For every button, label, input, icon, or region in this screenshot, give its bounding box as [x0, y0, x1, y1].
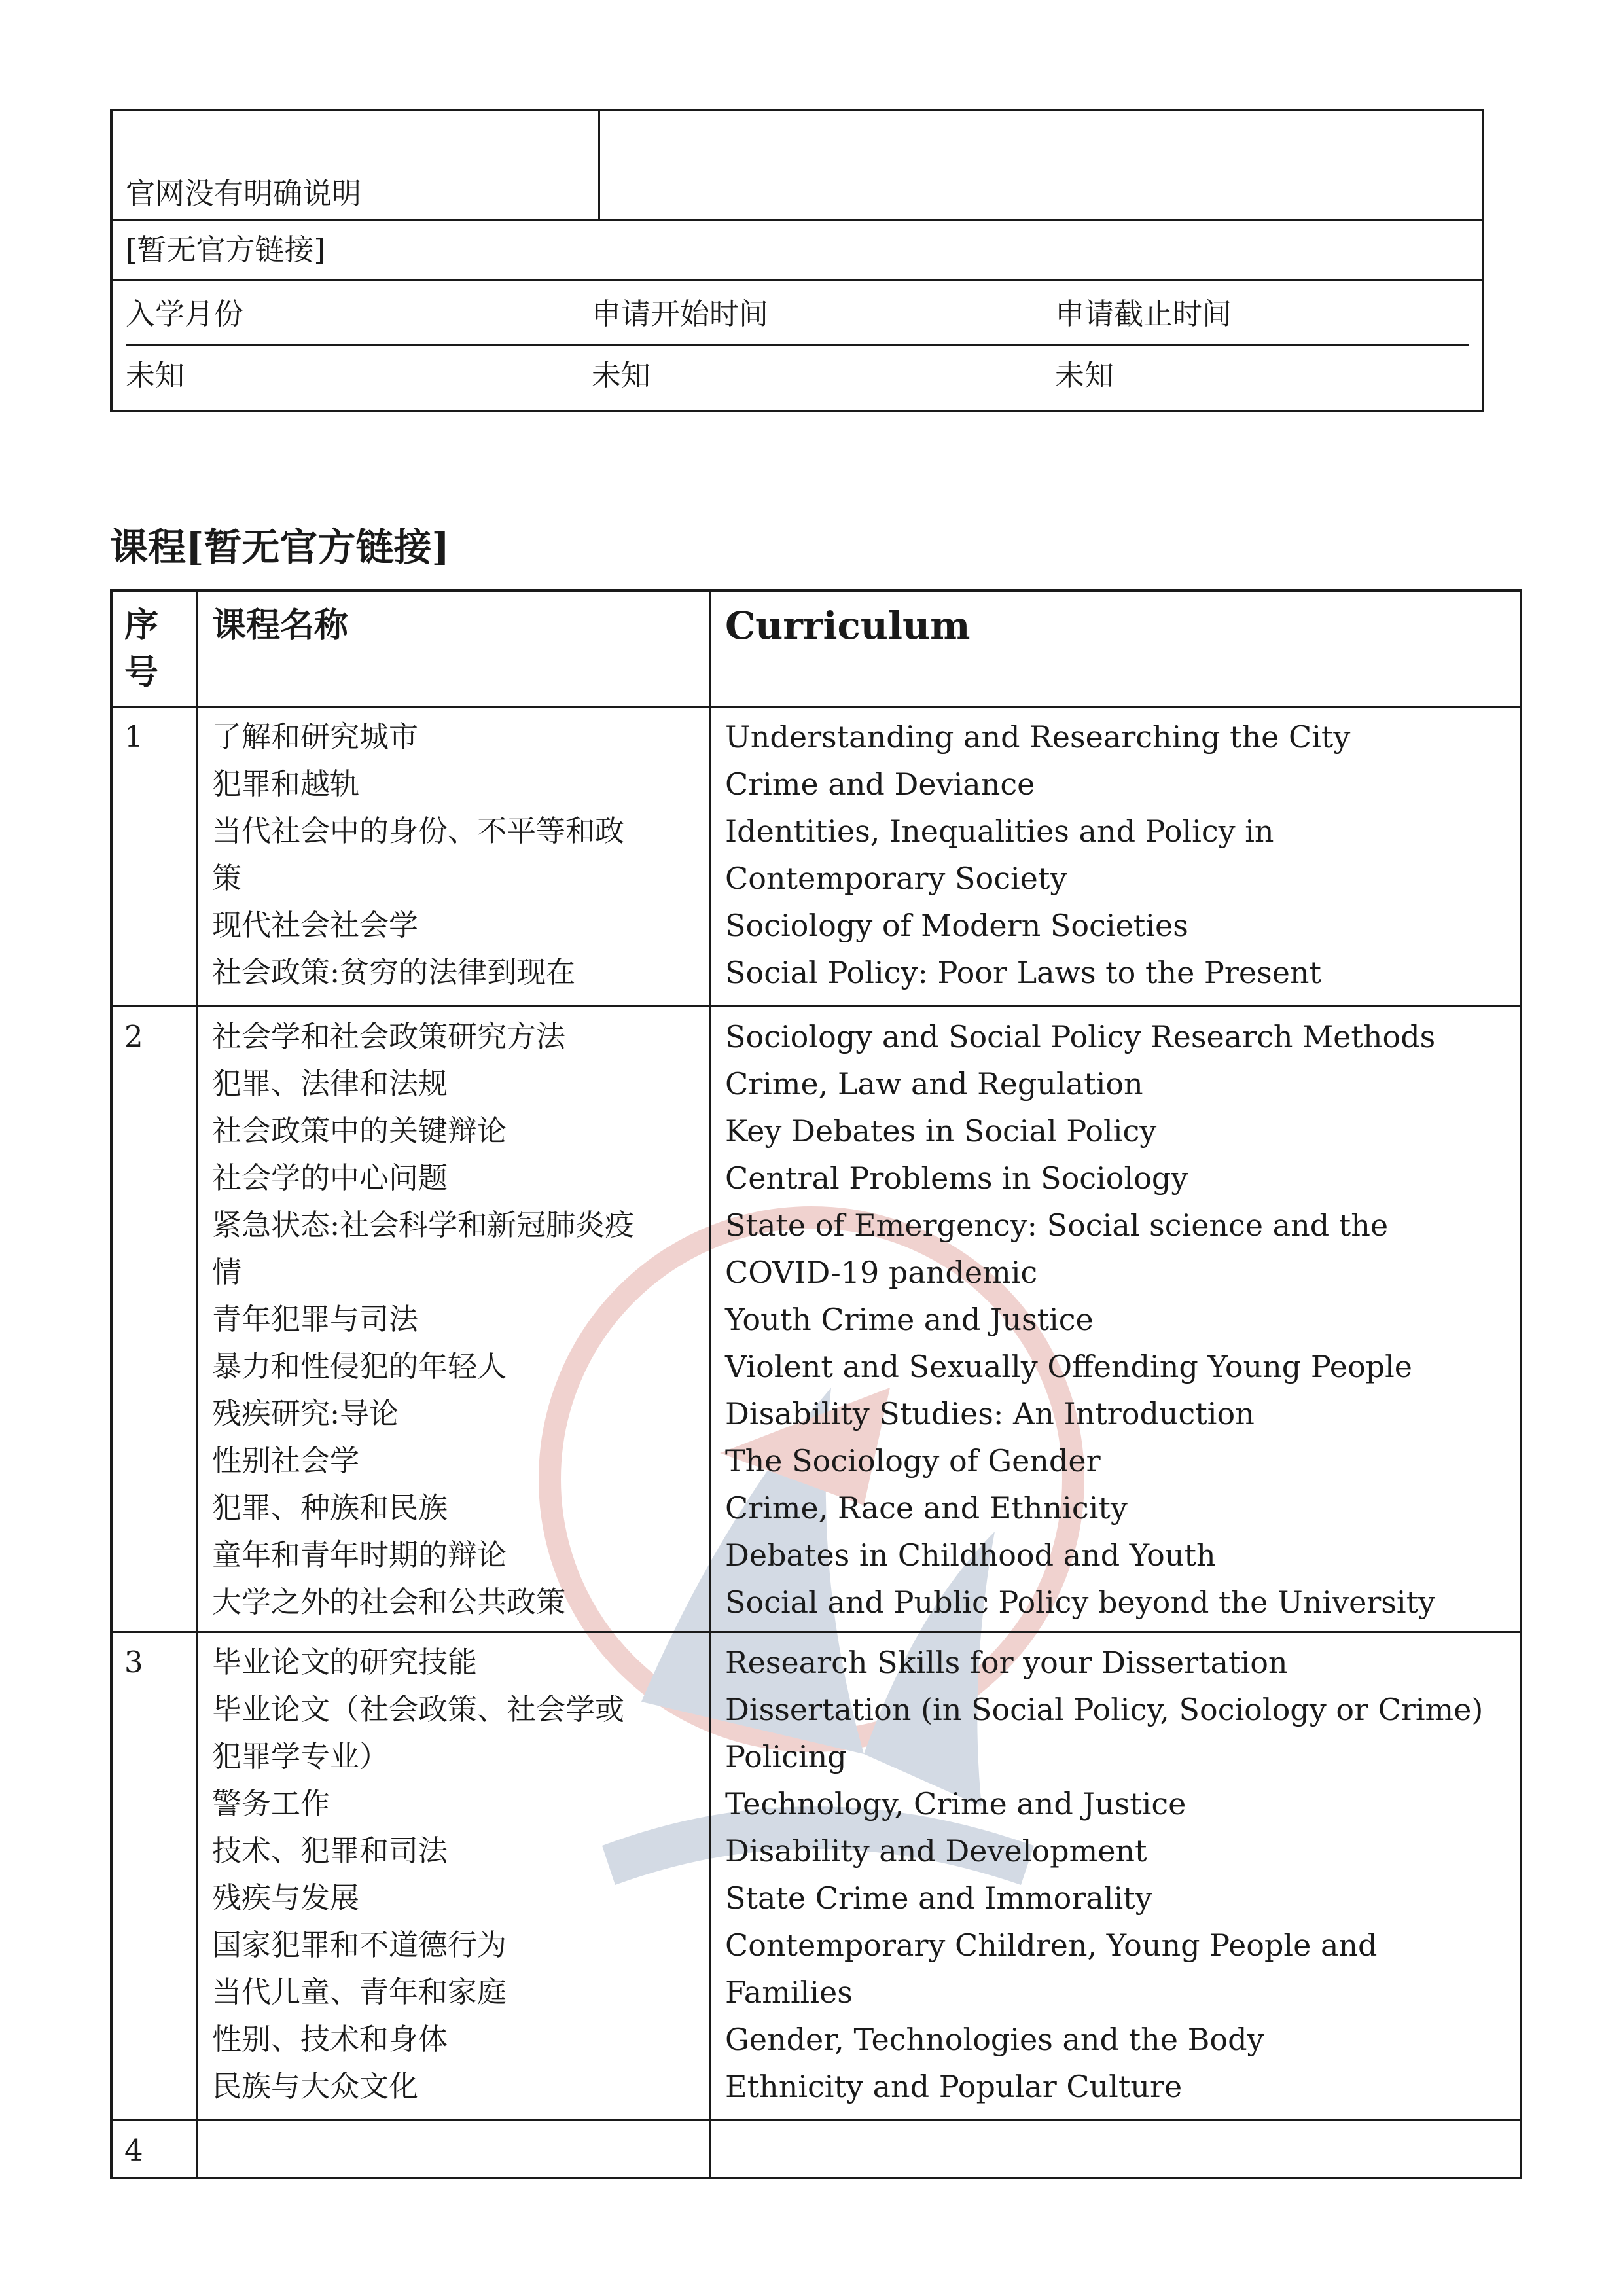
course-line: 民族与大众文化: [212, 2069, 419, 2104]
curriculum-heading: 课程[暂无官方链接]: [110, 525, 450, 569]
course-line: COVID-19 pandemic: [725, 1255, 1038, 1290]
course-line: 童年和青年时期的辩论: [212, 1537, 507, 1572]
course-line: 性别、技术和身体: [212, 2022, 448, 2056]
course-line: Sociology of Modern Societies: [725, 908, 1188, 943]
course-line: 社会政策中的关键辩论: [212, 1113, 507, 1148]
admission-info-table: [110, 109, 1484, 412]
course-line: 现代社会社会学: [212, 908, 419, 942]
admission-link-row: [113, 221, 1482, 281]
application-deadline-label: 申请截止时间: [1055, 296, 1232, 331]
row-number: 2: [124, 1019, 143, 1054]
course-line: 社会学的中心问题: [212, 1160, 448, 1195]
course-line: 技术、犯罪和司法: [212, 1833, 448, 1868]
course-line: 犯罪学专业）: [212, 1739, 389, 1774]
course-line: Central Problems in Sociology: [725, 1160, 1188, 1196]
course-line: Crime, Law and Regulation: [725, 1066, 1143, 1102]
course-line: State of Emergency: Social science and the: [725, 1208, 1389, 1243]
course-line: State Crime and Immorality: [725, 1880, 1152, 1916]
column-divider: [598, 111, 600, 221]
course-line: 残疾研究:导论: [212, 1396, 399, 1431]
course-line: Research Skills for your Dissertation: [725, 1645, 1288, 1680]
intake-month-label: 入学月份: [126, 296, 244, 331]
course-line: Social and Public Policy beyond the University: [725, 1585, 1436, 1620]
column-divider: [709, 592, 711, 2177]
course-line: Technology, Crime and Justice: [725, 1786, 1186, 1821]
course-line: Policing: [725, 1739, 847, 1774]
course-line: 了解和研究城市: [212, 719, 419, 754]
course-names-en: [725, 1639, 1483, 2110]
course-line: 犯罪、种族和民族: [212, 1490, 448, 1525]
header-number: 序号: [124, 605, 159, 692]
row-divider: [113, 1005, 1520, 1007]
course-line: Violent and Sexually Offending Young People: [725, 1349, 1413, 1384]
course-line: 犯罪、法律和法规: [212, 1066, 448, 1101]
header-rule: [126, 344, 1469, 346]
course-line: 策: [212, 861, 242, 895]
course-line: Disability Studies: An Introduction: [725, 1396, 1255, 1431]
course-line: Families: [725, 1975, 853, 2010]
course-names-zh: [212, 1013, 634, 1626]
row-divider: [113, 2119, 1520, 2121]
course-line: Disability and Development: [725, 1833, 1147, 1869]
course-names-en: [725, 1013, 1435, 1626]
course-line: 社会学和社会政策研究方法: [212, 1019, 566, 1054]
course-line: Youth Crime and Justice: [725, 1302, 1094, 1337]
course-line: Social Policy: Poor Laws to the Present: [725, 955, 1322, 990]
course-line: Contemporary Society: [725, 861, 1067, 896]
course-line: 暴力和性侵犯的年轻人: [212, 1349, 507, 1384]
course-line: Dissertation (in Social Policy, Sociology or Crime): [725, 1692, 1484, 1727]
intake-month-value: 未知: [126, 358, 185, 393]
admission-note-row: [113, 111, 1482, 221]
course-line: 毕业论文的研究技能: [212, 1645, 478, 1679]
row-number: 4: [124, 2133, 143, 2168]
application-open-label: 申请开始时间: [592, 296, 769, 331]
row-divider: [113, 1631, 1520, 1633]
admission-note: 官网没有明确说明: [126, 176, 362, 211]
course-line: 青年犯罪与司法: [212, 1302, 419, 1336]
course-line: Ethnicity and Popular Culture: [725, 2069, 1183, 2104]
course-names-en: [725, 713, 1350, 996]
header-course-name: 课程名称: [212, 605, 349, 645]
official-link-placeholder: [暂无官方链接]: [126, 232, 326, 267]
course-line: Understanding and Researching the City: [725, 719, 1351, 755]
header-curriculum: Curriculum: [725, 603, 971, 648]
column-divider: [196, 592, 198, 2177]
course-line: 残疾与发展: [212, 1880, 360, 1915]
course-line: 情: [212, 1255, 242, 1289]
admission-dates-row: [113, 281, 1482, 412]
course-line: 紧急状态:社会科学和新冠肺炎疫: [212, 1208, 635, 1242]
course-line: 国家犯罪和不道德行为: [212, 1928, 507, 1962]
course-line: The Sociology of Gender: [725, 1443, 1101, 1479]
course-line: Gender, Technologies and the Body: [725, 2022, 1264, 2057]
course-line: Debates in Childhood and Youth: [725, 1537, 1216, 1573]
curriculum-table: [110, 589, 1522, 2179]
row-number: 3: [124, 1645, 143, 1679]
course-line: 当代儿童、青年和家庭: [212, 1975, 507, 2009]
course-line: 社会政策:贫穷的法律到现在: [212, 955, 576, 990]
course-line: Crime, Race and Ethnicity: [725, 1490, 1128, 1526]
row-number: 1: [124, 719, 143, 754]
course-line: Identities, Inequalities and Policy in: [725, 814, 1274, 849]
application-open-value: 未知: [592, 358, 651, 393]
course-line: Sociology and Social Policy Research Methods: [725, 1019, 1436, 1054]
course-names-zh: [212, 1639, 624, 2110]
course-line: 当代社会中的身份、不平等和政: [212, 814, 625, 848]
course-names-zh: [212, 713, 624, 996]
course-line: 犯罪和越轨: [212, 766, 360, 801]
course-line: 警务工作: [212, 1786, 330, 1821]
course-line: 性别社会学: [212, 1443, 360, 1478]
course-line: 毕业论文（社会政策、社会学或: [212, 1692, 625, 1727]
application-deadline-value: 未知: [1055, 358, 1115, 393]
row-divider: [113, 706, 1520, 708]
course-line: Contemporary Children, Young People and: [725, 1928, 1378, 1963]
course-line: Key Debates in Social Policy: [725, 1113, 1157, 1149]
course-line: 大学之外的社会和公共政策: [212, 1585, 566, 1619]
course-line: Crime and Deviance: [725, 766, 1035, 802]
